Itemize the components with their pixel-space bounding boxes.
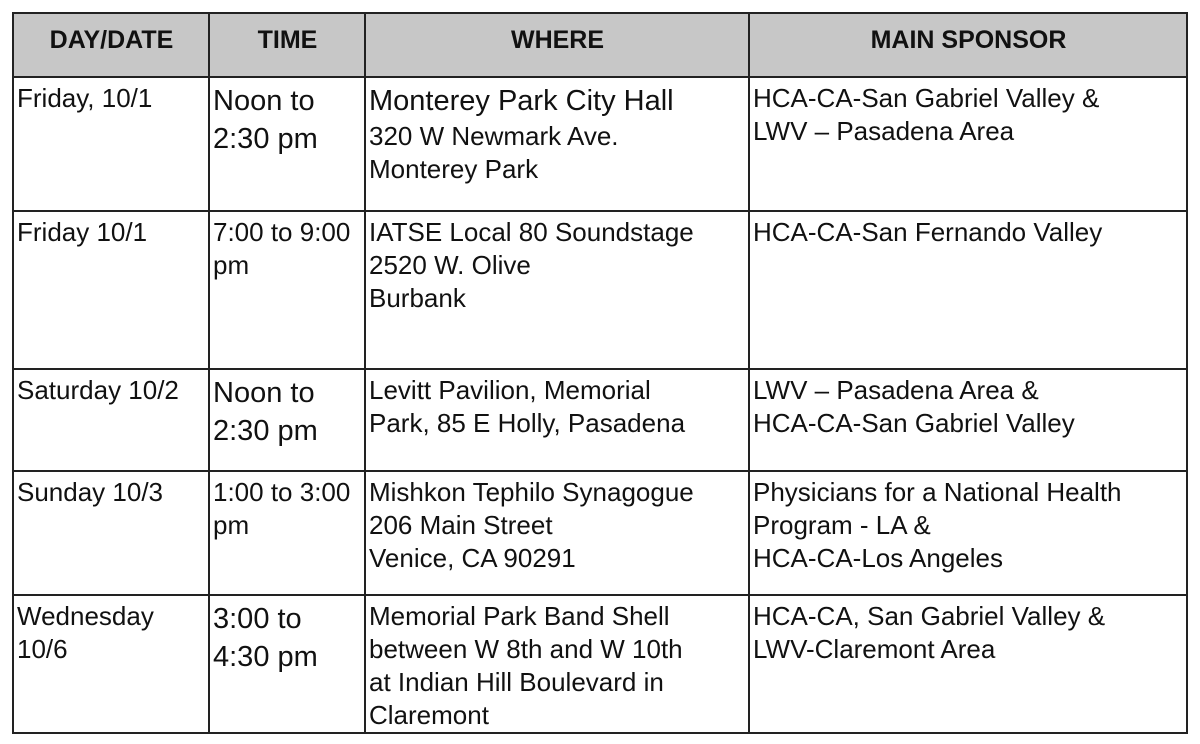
row-3-sponsor: LWV – Pasadena Area & HCA-CA-San Gabriel Valley	[750, 370, 1186, 472]
row-2-sponsor: HCA-CA-San Fernando Valley	[750, 212, 1186, 370]
row-2-day: Friday 10/1	[14, 212, 210, 370]
row-1-sponsor: HCA-CA-San Gabriel Valley & LWV – Pasadena Area	[750, 78, 1186, 212]
row-4-time: 1:00 to 3:00 pm	[210, 472, 366, 596]
row-4-day: Sunday 10/3	[14, 472, 210, 596]
row-1-where: Monterey Park City Hall 320 W Newmark Ave. Monterey Park	[366, 78, 750, 212]
row-5-time: 3:00 to 4:30 pm	[210, 596, 366, 732]
row-3-time: Noon to 2:30 pm	[210, 370, 366, 472]
header-main-sponsor: MAIN SPONSOR	[750, 14, 1186, 78]
header-time: TIME	[210, 14, 366, 78]
row-5-sponsor: HCA-CA, San Gabriel Valley & LWV-Claremont Area	[753, 601, 1106, 664]
row-2-time: 7:00 to 9:00 pm	[210, 212, 366, 370]
row-5-where: Memorial Park Band Shell between W 8th and W 10th at Indian Hill Boulevard in Claremont	[366, 596, 750, 732]
row-4-where: Mishkon Tephilo Synagogue 206 Main Street Venice, CA 90291	[366, 472, 750, 596]
row-3-where: Levitt Pavilion, Memorial Park, 85 E Holly, Pasadena	[366, 370, 750, 472]
row-1-day: Friday, 10/1	[14, 78, 210, 212]
row-3-day: Saturday 10/2	[14, 370, 210, 472]
row-4-sponsor: Physicians for a National Health Program - LA & HCA-CA-Los Angeles	[750, 472, 1186, 596]
row-1-time: Noon to 2:30 pm	[210, 78, 366, 212]
row-2-where: IATSE Local 80 Soundstage 2520 W. Olive Burbank	[366, 212, 750, 370]
header-day-date: DAY/DATE	[14, 14, 210, 78]
header-where: WHERE	[366, 14, 750, 78]
row-5-day: Wednesday 10/6	[14, 596, 210, 732]
events-table	[12, 12, 1188, 734]
